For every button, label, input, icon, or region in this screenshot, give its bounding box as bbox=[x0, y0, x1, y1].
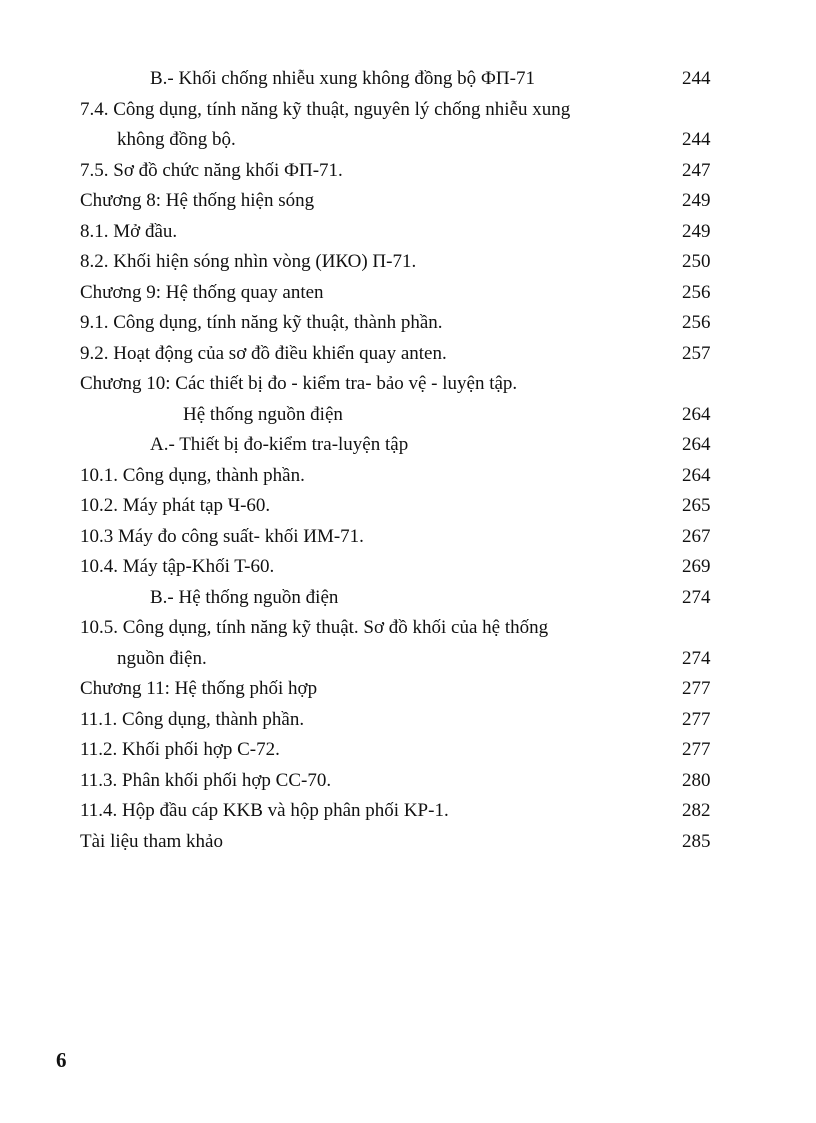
toc-entry-page: 274 bbox=[682, 647, 711, 669]
toc-entry-title: B.- Khối chống nhiễu xung không đồng bộ ФП-71 bbox=[150, 68, 535, 89]
toc-entry-page: 269 bbox=[682, 556, 711, 577]
toc-entry bbox=[0, 522, 816, 553]
toc-entry-title: 10.1. Công dụng, thành phần. bbox=[80, 464, 305, 486]
toc-references-title: Tài liệu tham khảo bbox=[80, 830, 223, 852]
toc-section-title: A.- Thiết bị đo-kiểm tra-luyện tập bbox=[150, 434, 409, 455]
toc-entry bbox=[0, 400, 816, 431]
toc-entry bbox=[0, 156, 816, 187]
toc-entry-title: 8.1. Mở đầu. bbox=[80, 220, 178, 242]
toc-chapter-title: Chương 8: Hệ thống hiện sóng bbox=[80, 190, 315, 211]
toc-entry-page: 244 bbox=[682, 68, 711, 89]
toc-entry-page: 265 bbox=[682, 495, 711, 516]
toc-section-title: B.- Hệ thống nguồn điện bbox=[150, 586, 339, 608]
table-of-contents bbox=[0, 64, 816, 857]
toc-entry-title-line1: 10.5. Công dụng, tính năng kỹ thuật. Sơ đồ khối của hệ thống bbox=[80, 617, 549, 638]
toc-entry bbox=[0, 278, 816, 309]
toc-entry-title: 9.2. Hoạt động của sơ đồ điều khiển quay anten. bbox=[80, 342, 447, 364]
toc-entry-page: 285 bbox=[682, 830, 711, 852]
toc-entry-title bbox=[80, 613, 655, 674]
toc-entry bbox=[0, 64, 816, 95]
toc-entry-page: 250 bbox=[682, 251, 711, 272]
toc-entry bbox=[0, 430, 816, 461]
toc-entry-title: 10.2. Máy phát tạp Ч-60. bbox=[80, 495, 271, 516]
toc-entry bbox=[0, 308, 816, 339]
toc-entry-page: 244 bbox=[682, 129, 711, 150]
toc-entry-page: 277 bbox=[682, 678, 711, 699]
toc-entry-title: 11.4. Hộp đầu cáp KKB và hộp phân phối KP-1. bbox=[80, 800, 449, 821]
toc-entry bbox=[0, 95, 816, 156]
toc-entry-title: 11.1. Công dụng, thành phần. bbox=[80, 708, 305, 730]
toc-entry bbox=[0, 583, 816, 614]
toc-entry-page: 277 bbox=[682, 739, 711, 760]
toc-entry bbox=[0, 461, 816, 492]
toc-entry-title-line2: nguồn điện. bbox=[117, 647, 207, 669]
toc-chapter-subtitle: Hệ thống nguồn điện bbox=[183, 403, 343, 425]
toc-entry-title: 8.2. Khối hiện sóng nhìn vòng (ИКО) П-71. bbox=[80, 251, 417, 272]
toc-entry bbox=[0, 674, 816, 705]
toc-entry-page: 267 bbox=[682, 525, 711, 547]
toc-entry bbox=[0, 186, 816, 217]
toc-entry bbox=[0, 339, 816, 370]
toc-entry-title: 11.2. Khối phối hợp C-72. bbox=[80, 739, 280, 760]
toc-entry-page: 264 bbox=[682, 403, 711, 425]
toc-chapter-title: Chương 11: Hệ thống phối hợp bbox=[80, 678, 318, 699]
toc-entry bbox=[0, 552, 816, 583]
toc-entry-page: 264 bbox=[682, 434, 711, 455]
toc-entry-page: 256 bbox=[682, 281, 711, 303]
toc-entry bbox=[0, 217, 816, 248]
toc-entry bbox=[0, 491, 816, 522]
toc-entry-title-line2: không đồng bộ. bbox=[117, 129, 236, 150]
toc-entry-page: 264 bbox=[682, 464, 711, 486]
toc-entry-title: 7.5. Sơ đồ chức năng khối ФП-71. bbox=[80, 159, 343, 181]
toc-entry-title: 10.4. Máy tập-Khối T-60. bbox=[80, 556, 275, 577]
toc-chapter-title: Chương 10: Các thiết bị đo - kiểm tra- bảo vệ - luyện tập. bbox=[80, 373, 518, 394]
toc-entry bbox=[0, 613, 816, 674]
toc-entry bbox=[0, 827, 816, 858]
toc-entry bbox=[0, 705, 816, 736]
toc-entry-page: 274 bbox=[682, 586, 711, 608]
toc-entry-page: 257 bbox=[682, 342, 711, 364]
toc-entry-title: 9.1. Công dụng, tính năng kỹ thuật, thành phần. bbox=[80, 312, 443, 333]
toc-entry-title bbox=[80, 95, 655, 156]
toc-entry-page: 249 bbox=[682, 190, 711, 211]
toc-entry bbox=[0, 766, 816, 797]
toc-entry-title: 11.3. Phân khối phối hợp CC-70. bbox=[80, 769, 332, 791]
toc-entry-page: 280 bbox=[682, 769, 711, 791]
toc-chapter-title: Chương 9: Hệ thống quay anten bbox=[80, 281, 324, 303]
toc-entry bbox=[0, 247, 816, 278]
toc-entry-page: 247 bbox=[682, 159, 711, 181]
toc-entry-page: 282 bbox=[682, 800, 711, 821]
page-number: 6 bbox=[56, 1048, 67, 1072]
toc-entry-title: 10.3 Máy đo công suất- khối ИМ-71. bbox=[80, 525, 364, 547]
toc-entry bbox=[0, 369, 816, 400]
toc-entry bbox=[0, 796, 816, 827]
toc-entry bbox=[0, 735, 816, 766]
toc-entry-page: 256 bbox=[682, 312, 711, 333]
toc-entry-page: 249 bbox=[682, 220, 711, 242]
toc-entry-page: 277 bbox=[682, 708, 711, 730]
toc-entry-title-line1: 7.4. Công dụng, tính năng kỹ thuật, nguyên lý chống nhiễu xung bbox=[80, 98, 571, 120]
